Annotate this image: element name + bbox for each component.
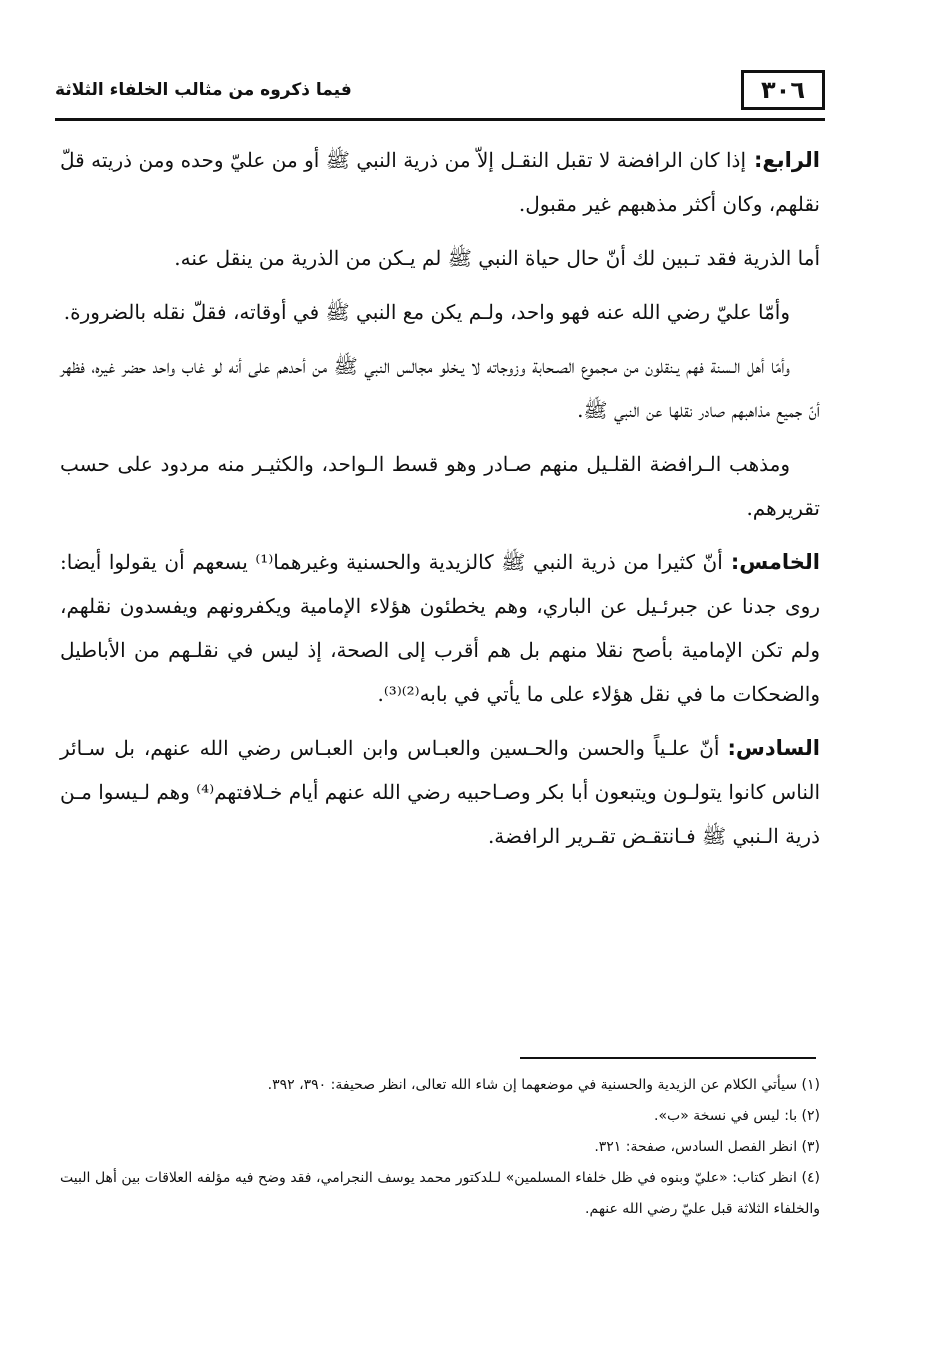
footnotes	[60, 1070, 820, 1225]
paragraph-text: وأمّا عليّ رضي الله عنه فهو واحد، ولـم يكن مع النبي ﷺ في أوقاته، فقلّ نقله بالضرورة.	[63, 300, 790, 324]
paragraph-fifth	[60, 540, 820, 716]
page-number: ٣٠٦	[741, 70, 825, 110]
paragraph-text: ومذهب الـرافضة القلـيل منهم صـادر وهو قسط الـواحد، والكثيـر منه مردود على حسب تقريرهم.	[60, 452, 820, 520]
paragraph-text: إذا كان الرافضة لا تقبل النقـل إلاّ من ذرية النبي ﷺ أو من عليّ وحده ومن ذريته قلّ نقلهم، وكان أكثر مذهبهم غير مقبول.	[60, 148, 820, 216]
paragraph-lead-sixth: السادس:	[727, 736, 820, 760]
running-head	[55, 62, 825, 124]
paragraph-sunna	[60, 344, 820, 432]
paragraph-lead-fourth: الرابع:	[754, 148, 821, 172]
paragraph-progeny	[60, 236, 820, 280]
running-title: فيما ذكروه من مثالب الخلفاء الثلاثة	[55, 80, 352, 100]
paragraph-sixth	[60, 726, 820, 858]
paragraph-text: أنّ علـياً والحسن والحـسين والعبـاس وابن العبـاس رضي الله عنهم، بل سـائر الناس كانوا يتولـون ويتبعون أبا بكر وصـاحبيه رضي الله عنهم أيام خـلافتهم⁽⁴⁾ وهم لـيسوا مـن ذرية الـنبي ﷺ فـانتقـض تقـرير الرافضة.	[60, 736, 821, 848]
footnote-4: (٤) انظر كتاب: «عليّ وبنوه في ظل خلفاء المسلمين» لـلدكتور محمد يوسف النجرامي، فقد وضح فيه مؤلفه العلاقات بين أهل البيت والخلفاء الثلاثة قبل عليّ رضي الله عنهم.	[60, 1170, 820, 1217]
footnote-rule	[520, 1057, 816, 1059]
paragraph-text: أما الذرية فقد تـبين لك أنّ حال حياة النبي ﷺ لم يـكن من الذرية من ينقل عنه.	[174, 246, 820, 270]
footnote-2: (٢) با: ليس في نسخة «ب».	[654, 1108, 820, 1124]
header-rule	[55, 118, 825, 121]
paragraph-lead-fifth: الخامس:	[730, 550, 821, 574]
body-text	[60, 138, 820, 868]
paragraph-text: أنّ كثيرا من ذرية النبي ﷺ كالزيدية والحسنية وغيرهما⁽¹⁾ يسعهم أن يقولوا أيضا: روى جدنا عن جبرئـيل عن الباري، وهم يخطئون هؤلاء الإمامية ويكفرونهم ويفسدون نقلهم، ولم تكن الإمامية بأصح نقلا منهم بل هم أقرب إلى الصحة، إذ ليس في نقلـهم من الأباطيل والضحكات ما في نقل هؤلاء على ما يأتي في بابه⁽²⁾⁽³⁾.	[60, 550, 820, 706]
footnote-1: (١) سيأتي الكلام عن الزيدية والحسنية في موضعهما إن شاء الله تعالى، انظر صحيفة: ٣٩٠، ٣٩٢.	[267, 1077, 820, 1093]
paragraph-ali	[60, 290, 820, 334]
paragraph-rafida	[60, 442, 820, 530]
paragraph-fourth	[60, 138, 820, 226]
footnote-3: (٣) انظر الفصل السادس، صفحة: ٣٢١.	[594, 1139, 820, 1155]
paragraph-text: وأمّا أهل الـسنة فهم يـنقلون من مـجموع الصـحابة وزوجاته لا يـخلو مجالس النبي ﷺ من أحدهم على أنه لو غاب واحد حضر غيره، فظهر أنّ جميع مذاهبهم صادر نقلها عن النبي ﷺ.	[60, 354, 820, 422]
